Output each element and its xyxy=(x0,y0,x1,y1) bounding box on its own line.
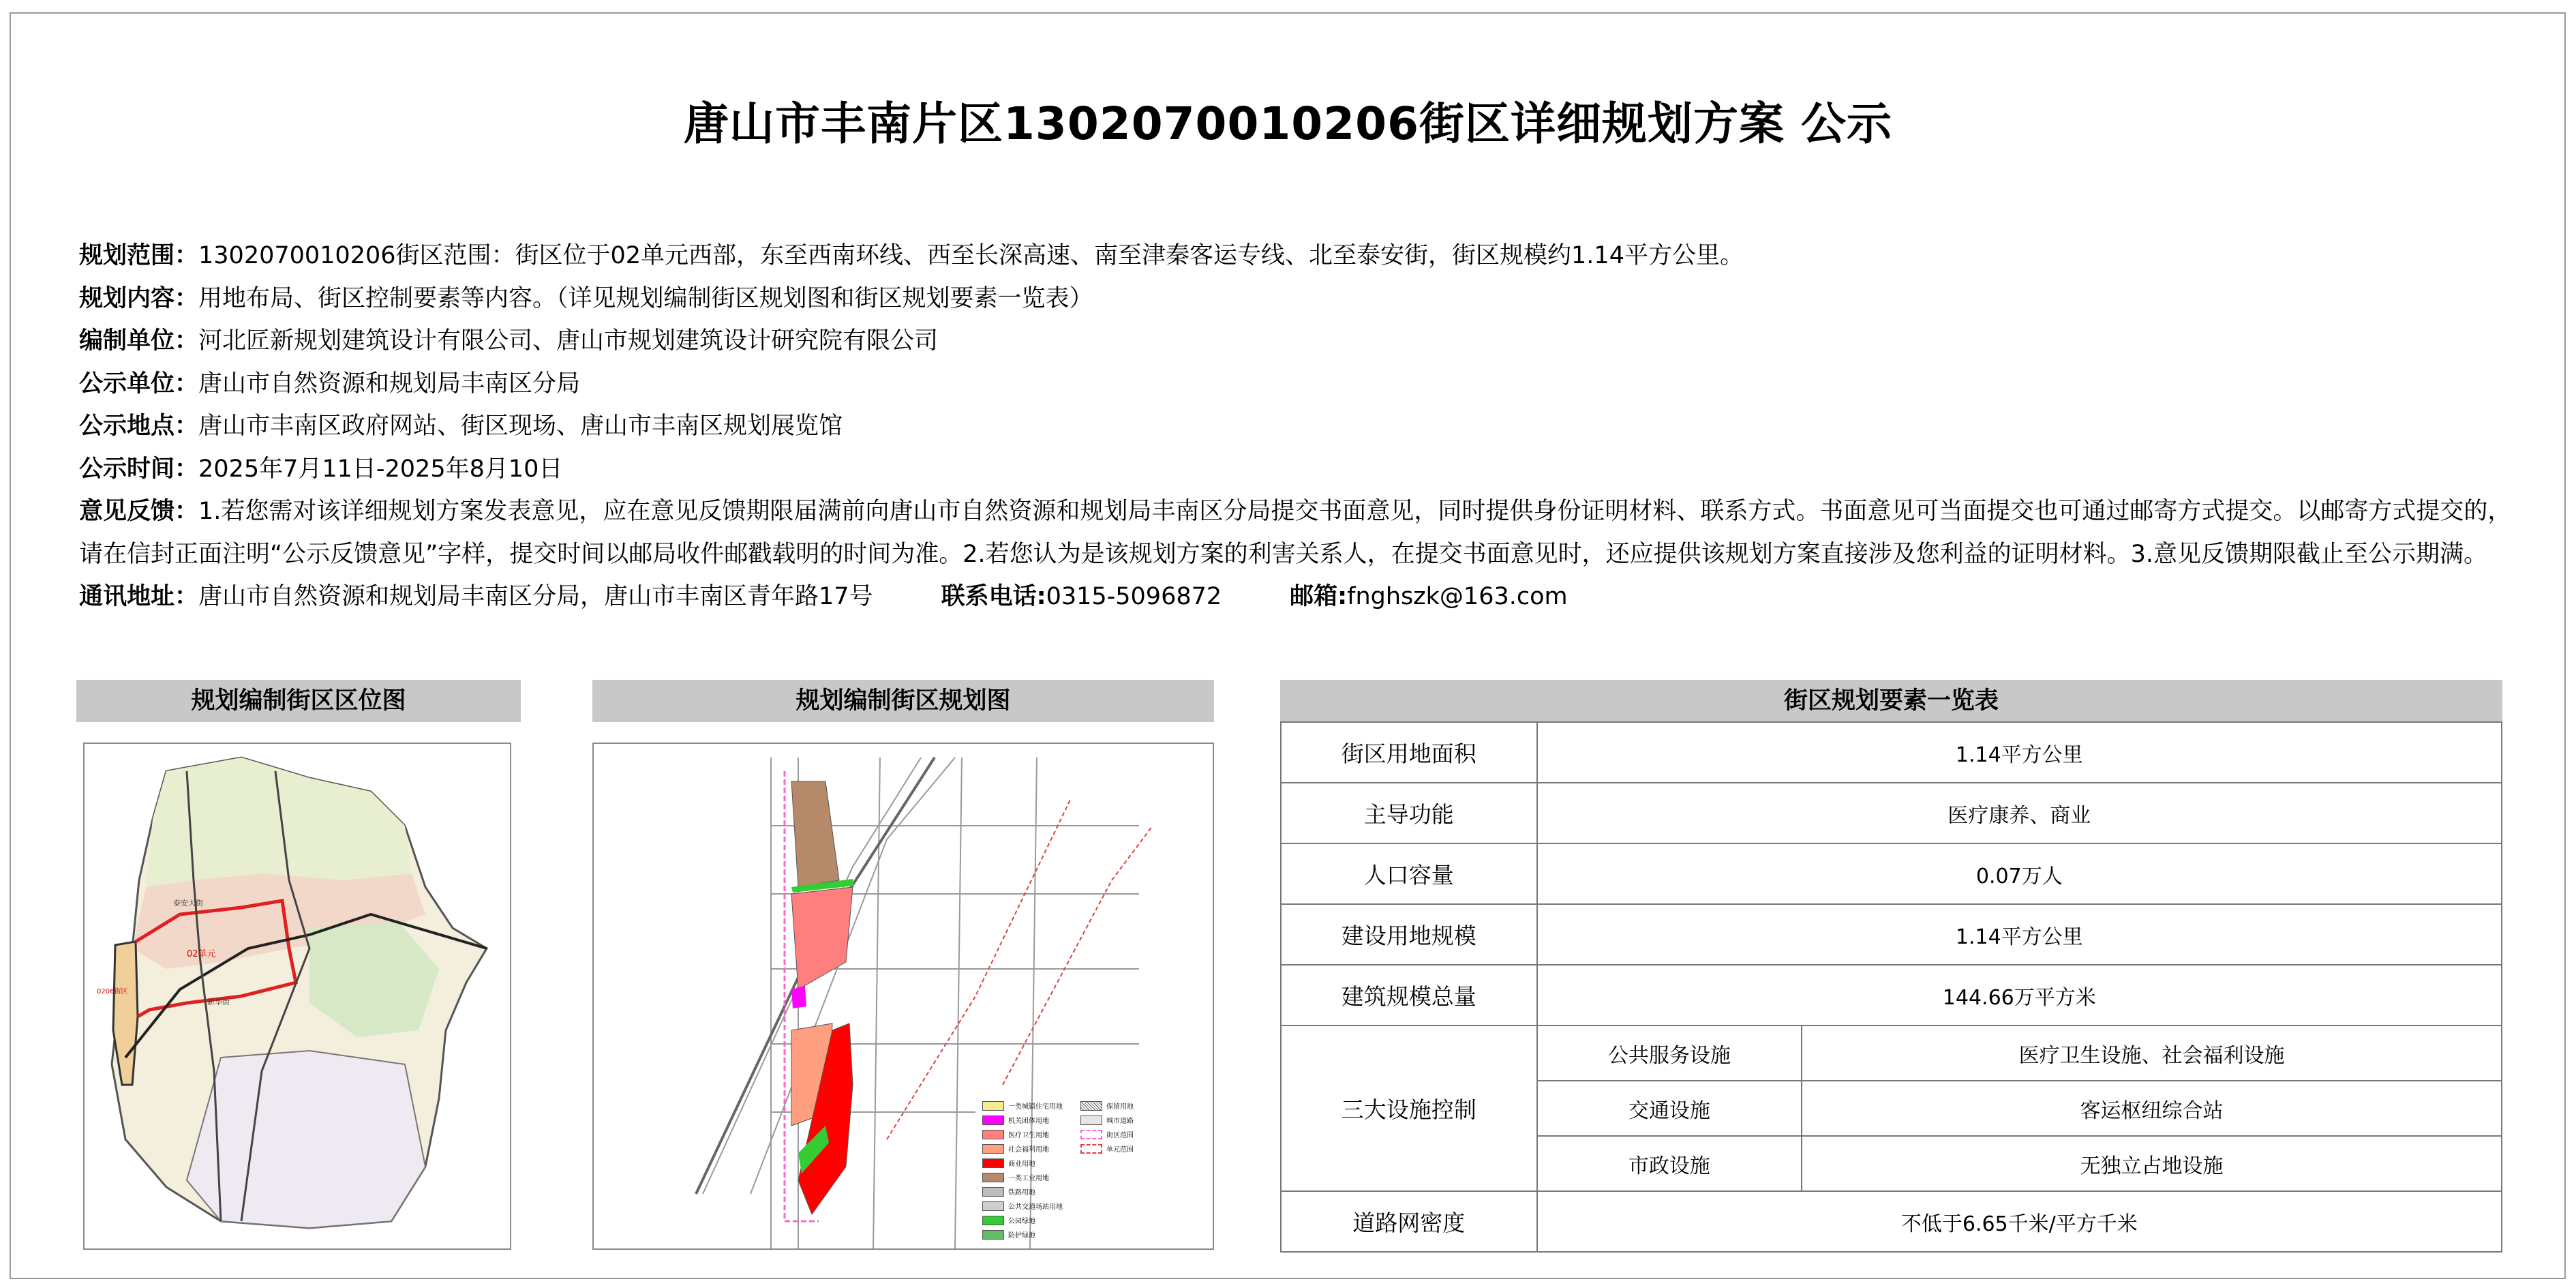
label-unit: 02单元 xyxy=(187,949,216,959)
cell-subkey: 市政设施 xyxy=(1537,1136,1802,1191)
info-key: 公示地点： xyxy=(79,413,199,440)
info-value: 1302070010206街区范围：街区位于02单元西部，东至西南环线、西至长深高速、南至津秦客运专线、北至泰安街，街区规模约1.14平方公里。 xyxy=(198,242,1744,269)
location-map-header: 规划编制街区区位图 xyxy=(76,680,521,722)
legend-label: 一类城镇住宅用地 xyxy=(1008,1103,1063,1111)
north-zone xyxy=(146,758,412,887)
cell-subkey: 公共服务设施 xyxy=(1537,1025,1802,1081)
legend-item xyxy=(1080,1098,1134,1113)
legend-label: 保留用地 xyxy=(1106,1103,1134,1111)
cell-value: 1.14平方公里 xyxy=(1537,904,2502,965)
table-row xyxy=(1281,1191,2502,1252)
legend-swatch xyxy=(982,1187,1004,1197)
email-key: 邮箱: xyxy=(1290,583,1348,610)
legend-label: 公园绿地 xyxy=(1008,1218,1035,1225)
legend-swatch xyxy=(982,1158,1004,1168)
cell-value: 1.14平方公里 xyxy=(1537,722,2502,783)
label-road2: 新华街 xyxy=(207,998,230,1006)
legend-item xyxy=(982,1213,1063,1227)
plan-map xyxy=(592,743,1214,1250)
legend-item xyxy=(982,1127,1063,1141)
info-publisher xyxy=(79,363,2506,406)
info-feedback-cont xyxy=(79,533,2506,576)
info-key: 规划范围： xyxy=(79,242,199,269)
info-place xyxy=(79,405,2506,448)
legend-label: 街区范围 xyxy=(1106,1132,1134,1139)
legend-label: 商业用地 xyxy=(1008,1160,1035,1168)
cell-value: 医疗卫生设施、社会福利设施 xyxy=(1802,1025,2502,1081)
legend-col1 xyxy=(982,1098,1063,1242)
legend-item xyxy=(982,1098,1063,1113)
info-key: 公示单位： xyxy=(79,370,199,398)
label-road1: 泰安大街 xyxy=(173,899,203,908)
legend-item xyxy=(1080,1127,1134,1141)
legend-item xyxy=(982,1141,1063,1156)
cell-key: 三大设施控制 xyxy=(1281,1025,1537,1191)
legend-swatch xyxy=(982,1230,1004,1240)
info-value: 唐山市自然资源和规划局丰南区分局 xyxy=(198,370,581,398)
legend-swatch xyxy=(1080,1115,1102,1125)
cell-value: 医疗康养、商业 xyxy=(1537,783,2502,843)
legend-swatch xyxy=(1080,1130,1102,1139)
cell-value: 0.07万人 xyxy=(1537,843,2502,904)
cell-value: 无独立占地设施 xyxy=(1802,1136,2502,1191)
cell-value: 客运枢纽综合站 xyxy=(1802,1081,2502,1136)
plan-map-header: 规划编制街区规划图 xyxy=(592,680,1214,722)
location-map-svg xyxy=(85,744,511,1250)
phone-value: 0315-5096872 xyxy=(1046,583,1222,610)
table-row xyxy=(1281,843,2502,904)
info-key: 公示时间： xyxy=(79,455,199,483)
info-key: 通讯地址： xyxy=(79,583,199,610)
info-block xyxy=(79,235,2512,618)
legend-item xyxy=(1080,1113,1134,1127)
legend-label: 铁路用地 xyxy=(1008,1189,1035,1197)
legend-swatch xyxy=(982,1130,1004,1139)
legend-label: 医疗卫生用地 xyxy=(1008,1132,1049,1139)
legend-item xyxy=(1080,1141,1134,1156)
table-header: 街区规划要素一览表 xyxy=(1280,680,2502,722)
info-scope xyxy=(79,235,2506,278)
south-zone xyxy=(187,1051,425,1228)
info-time xyxy=(79,448,2506,491)
legend-label: 社会福利用地 xyxy=(1008,1146,1049,1154)
info-value: 唐山市丰南区政府网站、街区现场、唐山市丰南区规划展览馆 xyxy=(198,413,843,440)
location-map xyxy=(83,743,511,1250)
legend-label: 单元范围 xyxy=(1106,1146,1134,1154)
legend-item xyxy=(982,1156,1063,1170)
cell-key: 道路网密度 xyxy=(1281,1191,1537,1252)
industrial-land xyxy=(791,781,839,887)
cell-subkey: 交通设施 xyxy=(1537,1081,1802,1136)
legend-swatch xyxy=(982,1201,1004,1211)
cell-key: 街区用地面积 xyxy=(1281,722,1537,783)
info-address xyxy=(79,575,2506,618)
info-key: 编制单位： xyxy=(79,327,199,355)
table-row xyxy=(1281,1025,2502,1081)
info-value: 请在信封正面注明“公示反馈意见”字样，提交时间以邮局收件邮戳载明的时间为准。2.若您认为是该规划方案的利害关系人，在提交书面意见时，还应提供该规划方案直接涉及您利益的证明材料。3.意见反馈期限截止至公示期满。 xyxy=(79,540,2488,568)
legend-item xyxy=(982,1170,1063,1184)
legend-label: 机关团体用地 xyxy=(1008,1118,1049,1125)
info-key: 规划内容： xyxy=(79,284,199,312)
legend-item xyxy=(982,1199,1063,1213)
spec-table xyxy=(1280,721,2502,1253)
cell-key: 人口容量 xyxy=(1281,843,1537,904)
table-row xyxy=(1281,965,2502,1025)
legend-label: 城市道路 xyxy=(1106,1118,1134,1125)
cell-key: 建筑规模总量 xyxy=(1281,965,1537,1025)
info-key: 意见反馈： xyxy=(79,498,199,525)
legend-item xyxy=(982,1184,1063,1199)
info-unit xyxy=(79,320,2506,363)
page-title: 唐山市丰南片区1302070010206街区详细规划方案 公示 xyxy=(684,98,1892,150)
info-value: 河北匠新规划建筑设计有限公司、唐山市规划建筑设计研究院有限公司 xyxy=(198,327,939,355)
legend-col2 xyxy=(1080,1098,1134,1242)
legend-swatch xyxy=(982,1216,1004,1225)
unit-boundary-plan2 xyxy=(1003,826,1153,1085)
medical-land xyxy=(791,887,853,989)
cell-value: 144.66万平方米 xyxy=(1537,965,2502,1025)
email-value: fnghszk@163.com xyxy=(1347,583,1568,610)
info-value: 唐山市自然资源和规划局丰南区分局，唐山市丰南区青年路17号 xyxy=(198,583,873,610)
legend-swatch xyxy=(982,1101,1004,1111)
legend-swatch xyxy=(1080,1101,1102,1111)
legend-swatch xyxy=(982,1115,1004,1125)
cell-key: 建设用地规模 xyxy=(1281,904,1537,965)
info-feedback xyxy=(79,490,2512,533)
info-value: 1.若您需对该详细规划方案发表意见，应在意见反馈期限届满前向唐山市自然资源和规划局丰南区分局提交书面意见，同时提供身份证明材料、联系方式。书面意见可当面提交也可通过邮寄方式提交。以邮寄方式提交的， xyxy=(198,498,2512,525)
label-block: 0206街区 xyxy=(97,988,128,995)
legend-swatch xyxy=(1080,1144,1102,1154)
legend-item xyxy=(982,1227,1063,1242)
legend-swatch xyxy=(982,1144,1004,1154)
plan-legend xyxy=(982,1098,1134,1242)
legend-swatch xyxy=(982,1173,1004,1182)
info-value: 2025年7月11日-2025年8月10日 xyxy=(198,455,563,483)
admin-land xyxy=(791,986,806,1008)
info-value: 用地布局、街区控制要素等内容。（详见规划编制街区规划图和街区规划要素一览表） xyxy=(198,284,1093,312)
info-content xyxy=(79,278,2506,320)
table-row xyxy=(1281,783,2502,843)
cell-value: 不低于6.65千米/平方千米 xyxy=(1537,1191,2502,1252)
legend-item xyxy=(982,1113,1063,1127)
legend-label: 一类工业用地 xyxy=(1008,1175,1049,1182)
phone-key: 联系电话: xyxy=(941,583,1046,610)
legend-label: 防护绿地 xyxy=(1008,1232,1035,1240)
table-row xyxy=(1281,904,2502,965)
legend-label: 公共交通场站用地 xyxy=(1008,1203,1063,1211)
table-row xyxy=(1281,722,2502,783)
cell-key: 主导功能 xyxy=(1281,783,1537,843)
